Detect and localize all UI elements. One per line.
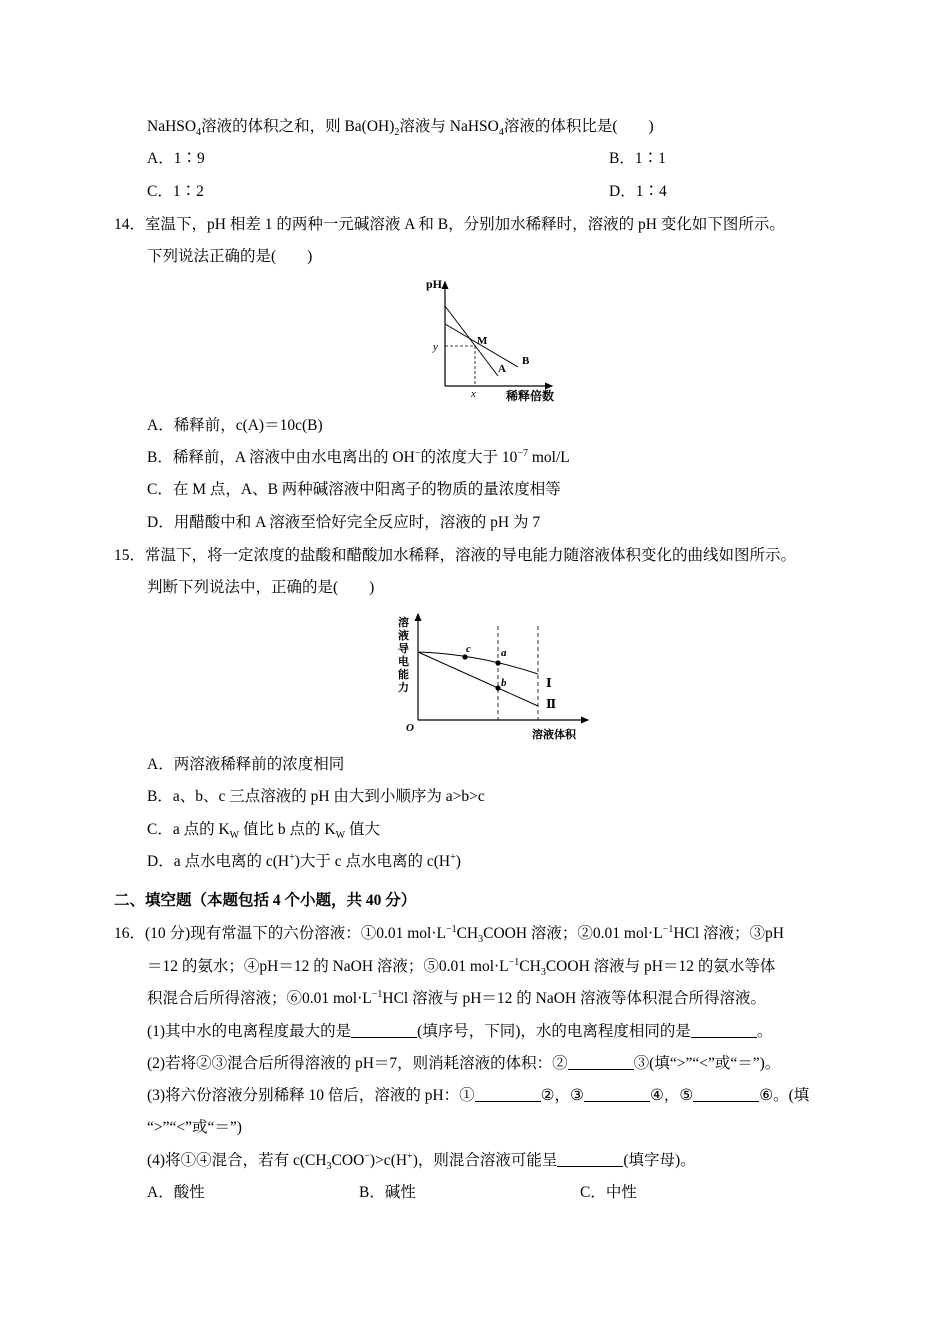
q14-option-d: D．用醋酸中和 A 溶液至恰好完全反应时，溶液的 pH 为 7: [147, 514, 541, 531]
q13-option-d: D．1∶4: [609, 183, 667, 200]
q15-y-label-6: 力: [398, 682, 409, 694]
section-2-title: 二、填空题（本题包括 4 个小题，共 40 分）: [114, 892, 417, 909]
q15-stem-line-1: 15．常温下，将一定浓度的盐酸和醋酸加水稀释，溶液的导电能力随溶液体积变化的曲线如图所示。: [114, 547, 797, 564]
q16-part-3-cont: “>”“<”或“＝”): [147, 1119, 242, 1136]
q13-option-b: B．1∶1: [609, 150, 666, 167]
q15-y-label-1: 溶: [398, 617, 409, 629]
q14-point-m-label: M: [477, 335, 488, 347]
q15-point-b-label: b: [501, 677, 507, 689]
q16-part-1: (1)其中水的电离程度最大的是 (填序号，下同)，水的电离程度相同的是 。: [147, 1023, 773, 1040]
q15-conductivity-chart: [398, 608, 594, 744]
q15-point-b: [495, 685, 500, 690]
q16-stem-line-1: 16．(10 分)现有常温下的六份溶液：①0.01 $mol\cdot L^{-1}CH_3COOH$ 溶液；②0.01 $mol\cdot L^{-1}HCl$ 溶液；③pH: [114, 923, 784, 946]
q14-curve-b-label: B: [522, 355, 530, 367]
answer-blank[interactable]: [691, 1023, 757, 1038]
q15-origin-label: O: [406, 722, 414, 734]
answer-blank[interactable]: [351, 1023, 417, 1038]
q14-y-axis-label: pH: [426, 277, 443, 291]
q13-stem-line: NaHSO$_4$溶液的体积之和，则 $Ba(OH)_2$溶液与 NaHSO$_4$溶液的体积比是( ): [147, 118, 654, 139]
q15-option-d: D．a 点水电离的 c(H+)大于 c 点水电离的 c(H+): [147, 851, 461, 870]
q14-y-tick-label: y: [433, 341, 438, 353]
answer-blank[interactable]: [693, 1087, 759, 1102]
q14-stem-line-1: 14．室温下，pH 相差 1 的两种一元碱溶液 A 和 B，分别加水稀释时，溶液的 pH 变化如下图所示。: [114, 216, 785, 233]
q16-part-4: (4)将①④混合，若有 $c(CH_3COO^-)>c(H^+)$，则混合溶液可能呈 (填字母)。: [147, 1150, 696, 1173]
q14-stem-line-2: 下列说法正确的是( ): [147, 248, 313, 265]
q15-curve-1-label: Ⅰ: [546, 676, 552, 690]
q15-x-axis-label: 溶液体积: [532, 729, 576, 741]
q15-y-label-2: 液: [398, 630, 409, 642]
q14-option-a: A．稀释前，c(A)＝10c(B): [147, 417, 323, 434]
q14-ph-dilution-chart: [420, 272, 570, 404]
q15-stem-line-2: 判断下列说法中，正确的是( ): [147, 579, 375, 596]
q13-option-a: A．1∶9: [147, 150, 205, 167]
q15-curve-1: [418, 652, 538, 674]
q14-curve-a: [445, 306, 498, 376]
q14-curve-a-label: A: [498, 363, 506, 375]
q15-option-b: B．a、b、c 三点溶液的 pH 由大到小顺序为 a>b>c: [147, 788, 485, 805]
q16-part-2: (2)若将②③混合后所得溶液的 pH＝7，则消耗溶液的体积：② ③(填“>”“<”或“＝”)。: [147, 1055, 781, 1072]
q16-option-a: A．酸性: [147, 1184, 205, 1201]
answer-blank[interactable]: [475, 1087, 541, 1102]
q15-point-a: [495, 660, 500, 665]
q14-x-tick-label: x: [471, 388, 476, 400]
q16-part-3: (3)将六份溶液分别稀释 10 倍后，溶液的 pH：① ②，③ ④，⑤ ⑥。(填: [147, 1087, 810, 1104]
q15-option-c: C．a 点的 $K_W$ 值比 b 点的 $K_W$ 值大: [147, 821, 380, 842]
q16-option-b: B．碱性: [359, 1184, 416, 1201]
q15-y-label-4: 电: [398, 656, 409, 668]
q13-option-c: C．1∶2: [147, 183, 204, 200]
q15-y-label-3: 导: [398, 643, 409, 655]
q16-stem-line-2: ＝12 的氨水；④pH＝12 的 NaOH 溶液；⑤0.01 $mol\cdot L^{-1}CH_3COOH$ 溶液与 pH＝12 的氨水等体: [147, 956, 776, 979]
answer-blank[interactable]: [557, 1152, 623, 1167]
q16-option-c: C．中性: [580, 1184, 637, 1201]
q15-point-c: [462, 654, 467, 659]
q14-option-b: B．稀释前，A 溶液中由水电离出的 OH−的浓度大于 $10^{-7}$ mol/L: [147, 447, 570, 466]
q15-curve-2: [418, 652, 538, 706]
q15-point-a-label: a: [501, 647, 507, 659]
q14-x-axis-label: 稀释倍数: [506, 389, 555, 403]
q15-point-c-label: c: [466, 643, 471, 655]
answer-blank[interactable]: [584, 1087, 650, 1102]
q15-y-label-5: 能: [398, 669, 409, 681]
q15-option-a: A．两溶液稀释前的浓度相同: [147, 756, 345, 773]
answer-blank[interactable]: [568, 1055, 634, 1070]
q16-stem-line-3: 积混合后所得溶液；⑥0.01 $mol\cdot L^{-1}HCl$ 溶液与 pH＝12 的 NaOH 溶液等体积混合所得溶液。: [147, 988, 767, 1007]
q15-curve-2-label: Ⅱ: [546, 697, 557, 711]
q14-option-c: C．在 M 点，A、B 两种碱溶液中阳离子的物质的量浓度相等: [147, 481, 561, 498]
